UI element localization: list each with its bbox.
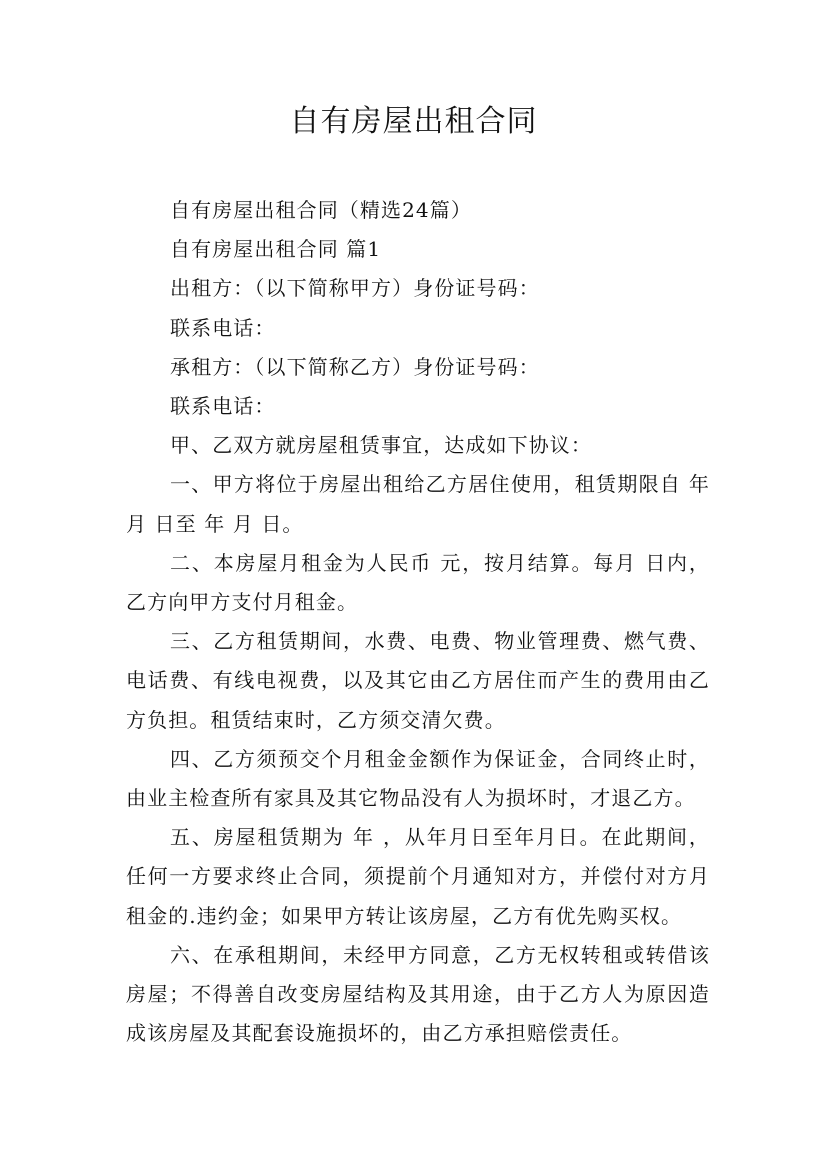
paragraph-clause-3: 三、乙方租赁期间，水费、电费、物业管理费、燃气费、电话费、有线电视费，以及其它由乙方居住而产生的费用由乙方负担。租赁结束时，乙方须交清欠费。 [126,629,710,732]
paragraph-lessor-phone: 联系电话： [170,315,276,340]
paragraph-clause-4: 四、乙方须预交个月租金金额作为保证金，合同终止时，由业主检查所有家具及其它物品没有人为损坏时，才退乙方。 [126,746,710,811]
document-body [126,191,710,1053]
paragraph-subtitle: 自有房屋出租合同（精选24篇） [170,198,472,222]
paragraph-lessor: 出租方：（以下简称甲方）身份证号码： [170,276,540,301]
paragraph-lessee-phone: 联系电话： [170,394,276,419]
paragraph-lessee: 承租方：（以下简称乙方）身份证号码： [170,354,540,379]
paragraph-clause-5: 五、房屋租赁期为 年 ，从年月日至年月日。在此期间，任何一方要求终止合同，须提前个月通知对方，并偿付对方月租金的.违约金；如果甲方转让该房屋，乙方有优先购买权。 [126,825,710,928]
paragraph-section-heading: 自有房屋出租合同 篇1 [170,237,382,262]
paragraph-clause-6: 六、在承租期间，未经甲方同意，乙方无权转租或转借该房屋；不得善自改变房屋结构及其用途，由于乙方人为原因造成该房屋及其配套设施损坏的，由乙方承担赔偿责任。 [126,942,710,1046]
paragraph-clause-1: 一、甲方将位于房屋出租给乙方居住使用，租赁期限自 年 月 日至 年 月 日。 [126,472,710,536]
document-title: 自有房屋出租合同 [289,104,538,139]
paragraph-agreement-intro: 甲、乙双方就房屋租赁事宜，达成如下协议： [170,433,592,458]
paragraph-clause-2: 二、本房屋月租金为人民币 元，按月结算。每月 日内，乙方向甲方支付月租金。 [126,550,710,615]
